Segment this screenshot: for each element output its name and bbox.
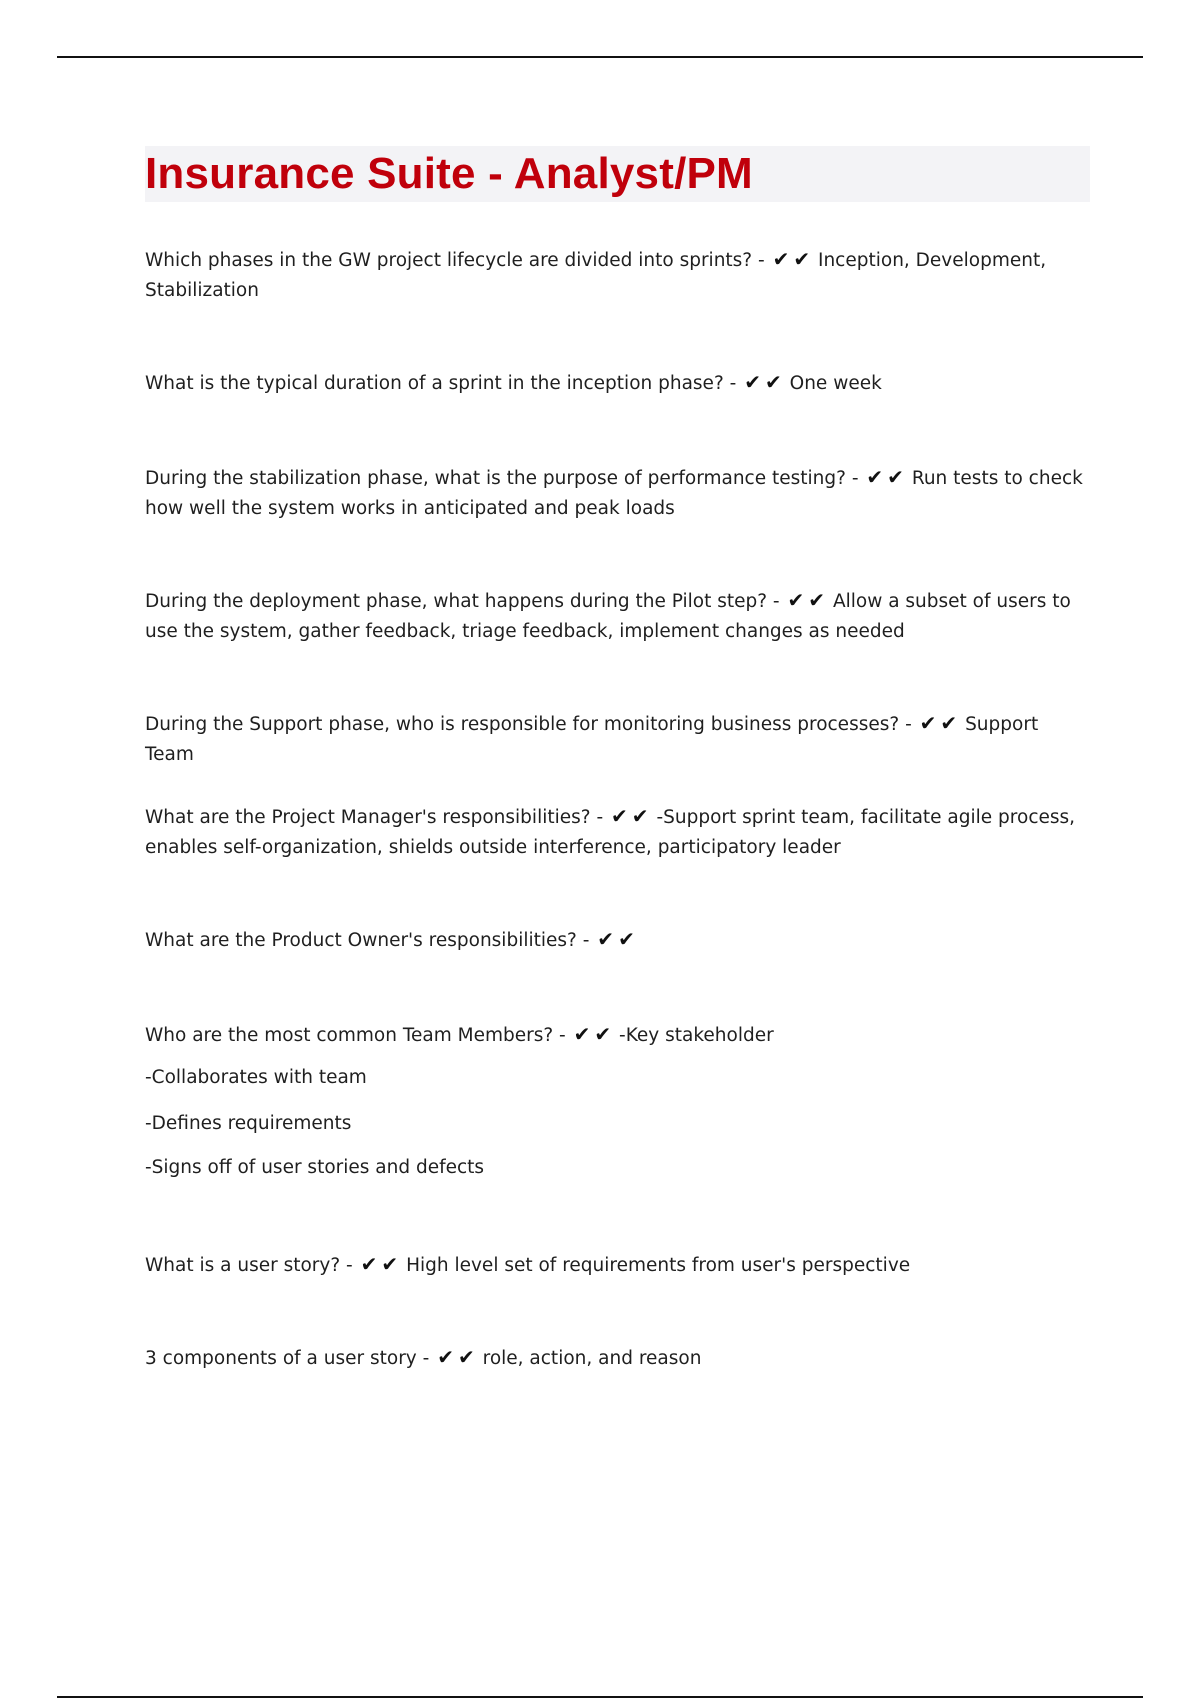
team-member-line: -Collaborates with team	[145, 1067, 367, 1088]
check-icon: ✔	[573, 1022, 591, 1046]
answer: Inception, Development, Stabilization	[145, 250, 1047, 301]
check-icon: ✔	[764, 370, 782, 394]
check-icon: ✔	[887, 465, 904, 489]
top-rule	[57, 56, 1143, 58]
question: Which phases in the GW project lifecycle are divided into sprints? -	[145, 250, 765, 271]
question: What is the typical duration of a sprint in the inception phase? -	[145, 373, 737, 394]
check-icon: ✔	[940, 711, 958, 735]
check-icon: ✔	[772, 247, 790, 271]
answer: role, action, and reason	[482, 1348, 702, 1369]
qa-item-3	[145, 462, 1090, 524]
check-icon: ✔	[793, 247, 811, 271]
check-icon: ✔	[597, 927, 615, 951]
check-icon: ✔	[919, 711, 937, 735]
qa-item-10	[145, 1342, 1090, 1374]
qa-item-9	[145, 1249, 1090, 1281]
qa-item-7	[145, 924, 1090, 956]
check-icon: ✔	[611, 804, 628, 828]
qa-item-2	[145, 367, 1090, 399]
question: During the stabilization phase, what is the purpose of performance testing? -	[145, 468, 859, 489]
qa-item-6	[145, 801, 1090, 863]
answer: Support Team	[145, 714, 1039, 765]
question: Who are the most common Team Members? -	[145, 1025, 566, 1046]
check-icon: ✔	[381, 1252, 399, 1276]
check-icon: ✔	[866, 465, 884, 489]
question: During the deployment phase, what happens during the Pilot step? -	[145, 591, 780, 612]
check-icon: ✔	[808, 588, 826, 612]
check-icon: ✔	[360, 1252, 378, 1276]
answer: -Support sprint team, facilitate agile process, enables self-organization, shields outside interference, participatory leader	[145, 807, 1076, 858]
question: What are the Project Manager's responsibilities? -	[145, 807, 604, 828]
check-icon: ✔	[618, 927, 635, 951]
document-body	[145, 146, 1090, 1369]
qa-item-1	[145, 244, 1090, 306]
qa-item-4	[145, 585, 1090, 647]
question: 3 components of a user story -	[145, 1348, 430, 1369]
title-bar	[145, 146, 1090, 202]
question: What are the Product Owner's responsibilities? -	[145, 930, 590, 951]
team-member-line: -Signs off of user stories and defects	[145, 1157, 485, 1178]
check-icon: ✔	[457, 1345, 475, 1369]
answer: Allow a subset of users to use the system, gather feedback, triage feedback, implement changes as needed	[145, 591, 1071, 642]
qa-item-8	[145, 1019, 1090, 1051]
team-member-line: -Defines requirements	[145, 1113, 352, 1134]
answer: -Key stakeholder	[619, 1025, 774, 1046]
check-icon: ✔	[787, 588, 805, 612]
check-icon: ✔	[437, 1345, 454, 1369]
check-icon: ✔	[594, 1022, 612, 1046]
question: During the Support phase, who is responsible for monitoring business processes? -	[145, 714, 912, 735]
answer: One week	[789, 373, 882, 394]
bottom-rule	[57, 1696, 1143, 1698]
answer: High level set of requirements from user's perspective	[406, 1255, 911, 1276]
check-icon: ✔	[744, 370, 761, 394]
answer: Run tests to check how well the system works in anticipated and peak loads	[145, 468, 1083, 519]
question: What is a user story? -	[145, 1255, 353, 1276]
page-title: Insurance Suite - Analyst/PM	[145, 149, 753, 198]
qa-item-5	[145, 708, 1090, 770]
check-icon: ✔	[631, 804, 649, 828]
